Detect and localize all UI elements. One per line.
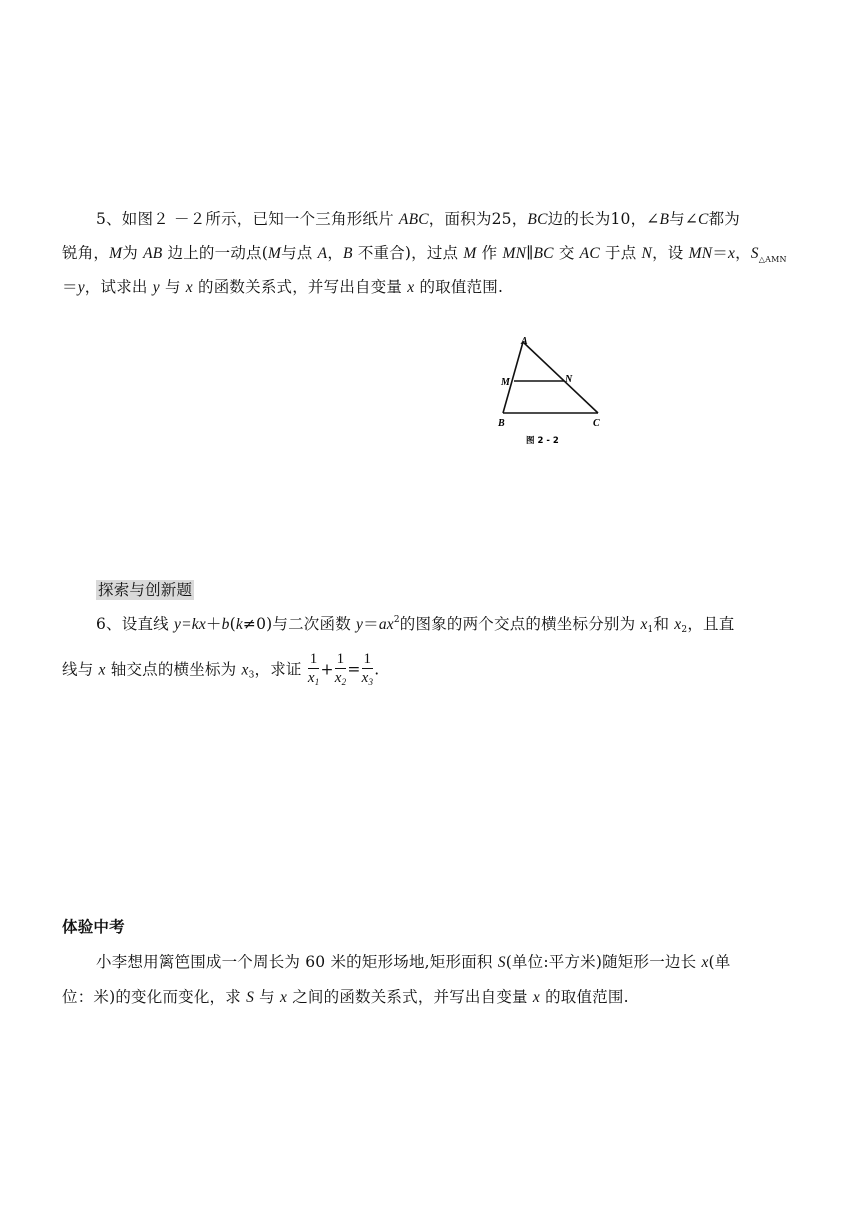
side-ac xyxy=(523,342,598,413)
fraction-1-over-x3: $\frac{1}{x_3}$ xyxy=(361,651,374,687)
fraction-1-over-x1: $\frac{1}{x_1}$ xyxy=(307,651,320,687)
problem5-line2: 锐角，M为 AB 边上的一动点(M与点 A，B 不重合)，过点 M 作 MN∥BC 交 AC 于点 N，设 MN＝x，$S_{\triangle AMN}$ xyxy=(62,244,787,264)
label-b: B xyxy=(498,418,505,429)
problem5-line3: ＝y，试求出 y 与 x 的函数关系式，并写出自变量 x 的取值范围. xyxy=(62,278,504,296)
exam-line2: 位：米)的变化而变化，求 S 与 x 之间的函数关系式，并写出自变量 x 的取值范围. xyxy=(62,988,629,1006)
problem6-line1: 6、设直线 y=kx＋b(k≠0)与二次函数 $y=ax^2$的图象的两个交点的横坐标分别为 $x_1$和 $x_2$，且直 xyxy=(96,615,735,635)
section-heading: 探索与创新题 xyxy=(98,581,193,599)
label-n: N xyxy=(565,374,573,385)
exam-line1: 小李想用篱笆围成一个周长为 60 米的矩形场地,矩形面积 S(单位:平方米)随矩形一边长 x(单 xyxy=(96,953,731,971)
exam-heading: 体验中考 xyxy=(62,918,125,936)
label-c: C xyxy=(593,418,600,429)
problem5-line1: 5、如图２ －２所示，已知一个三角形纸片 ABC，面积为25，BC边的长为10，∠B与∠C都为 xyxy=(96,210,740,228)
figure-caption: 图 2 - 2 xyxy=(526,436,559,446)
triangle-figure xyxy=(490,330,610,455)
fraction-1-over-x2: $\frac{1}{x_2}$ xyxy=(334,651,347,687)
problem6-line2: 线与 x 轴交点的横坐标为 $x_3$，求证 $\frac{1}{x_1}$ + $\frac{1}{x_2}$ = $\frac{1}{x_3}$ . xyxy=(62,650,379,691)
label-m: M xyxy=(501,377,510,388)
label-a: A xyxy=(521,336,528,347)
